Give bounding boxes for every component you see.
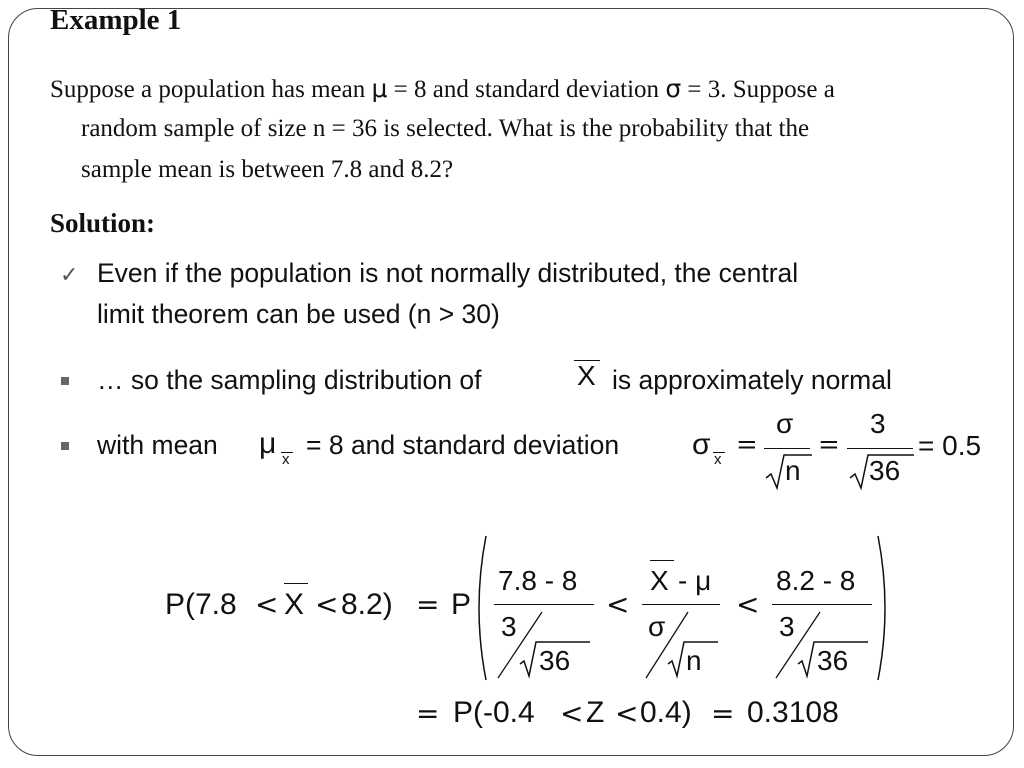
equation-text: P(-0.4 <box>453 696 535 729</box>
xbar-symbol: X <box>284 588 305 621</box>
square-bullet-icon <box>61 442 69 450</box>
mu-symbol: μ <box>371 74 388 103</box>
fraction-denominator: 3 <box>779 611 795 642</box>
xbar-symbol: X <box>650 565 669 596</box>
sigma-symbol: σ <box>692 428 711 461</box>
equation-text: 0.4) <box>640 696 692 729</box>
fraction-denominator: 36 <box>817 645 849 676</box>
solution-heading: Solution: <box>50 208 156 238</box>
problem-text: = 8 and standard deviation <box>393 76 660 103</box>
bullet-text: with mean <box>97 430 218 460</box>
fraction-numerator: 8.2 - 8 <box>776 565 856 596</box>
sigma-symbol: σ <box>665 74 682 103</box>
bullet-text: … so the sampling distribution of <box>97 365 482 395</box>
fraction-denominator: n <box>686 645 702 676</box>
fraction-bar <box>764 448 810 449</box>
z-symbol: Z <box>586 696 605 729</box>
xbar-symbol: X <box>577 360 596 391</box>
equation-text: P(7.8 <box>165 588 237 621</box>
fraction-denominator: 3 <box>501 611 517 642</box>
xbar-overline <box>284 583 308 584</box>
equals-sign: = <box>416 588 440 621</box>
problem-text: sample mean is between 7.8 and 8.2? <box>81 156 454 183</box>
p-symbol: P <box>451 588 472 621</box>
slide-title: Example 1 <box>50 4 182 36</box>
check-icon: ✓ <box>60 262 79 287</box>
subscript-x: x <box>714 451 722 468</box>
problem-text: = 3. Suppose a <box>687 76 835 103</box>
fraction-bar <box>847 448 913 449</box>
equals-sign: = <box>711 697 735 730</box>
bullet-text: limit theorem can be used (n > 30) <box>97 299 500 329</box>
fraction-denominator: σ <box>648 611 666 642</box>
xbar-overline <box>650 560 674 561</box>
fraction-numerator: 7.8 - 8 <box>498 565 578 596</box>
result-value: = 0.5 <box>918 430 982 461</box>
bullet-text: = 8 and standard deviation <box>306 430 620 460</box>
equals-sign: = <box>818 430 840 460</box>
equals-sign: = <box>416 697 440 730</box>
subscript-x: x <box>282 451 290 468</box>
final-probability: 0.3108 <box>747 696 839 729</box>
fraction-bar <box>772 604 872 605</box>
less-than-sign: < <box>255 588 279 621</box>
less-than-sign: < <box>560 697 584 730</box>
less-than-sign: < <box>606 588 630 621</box>
bullet-text: is approximately normal <box>612 365 892 395</box>
equation-text: 8.2) <box>341 588 393 621</box>
square-bullet-icon <box>61 377 69 385</box>
bullet-text: Even if the population is not normally distributed, the central <box>97 258 799 288</box>
fraction-numerator: 3 <box>870 408 886 439</box>
mu-symbol: μ <box>259 427 277 460</box>
equals-sign: = <box>736 430 758 460</box>
fraction-bar <box>642 604 720 605</box>
less-than-sign: < <box>615 697 639 730</box>
fraction-denominator: 36 <box>539 645 571 676</box>
problem-text: Suppose a population has mean <box>50 76 366 103</box>
fraction-numerator: - μ <box>678 565 712 596</box>
problem-text: random sample of size n = 36 is selected. What is the probability that the <box>81 115 810 142</box>
fraction-denominator: n <box>785 455 801 486</box>
fraction-bar <box>494 604 594 605</box>
less-than-sign: < <box>736 588 760 621</box>
slash-sqrt-icon <box>642 606 722 682</box>
fraction-denominator: 36 <box>869 455 901 486</box>
fraction-numerator: σ <box>776 408 794 439</box>
less-than-sign: < <box>315 588 339 621</box>
